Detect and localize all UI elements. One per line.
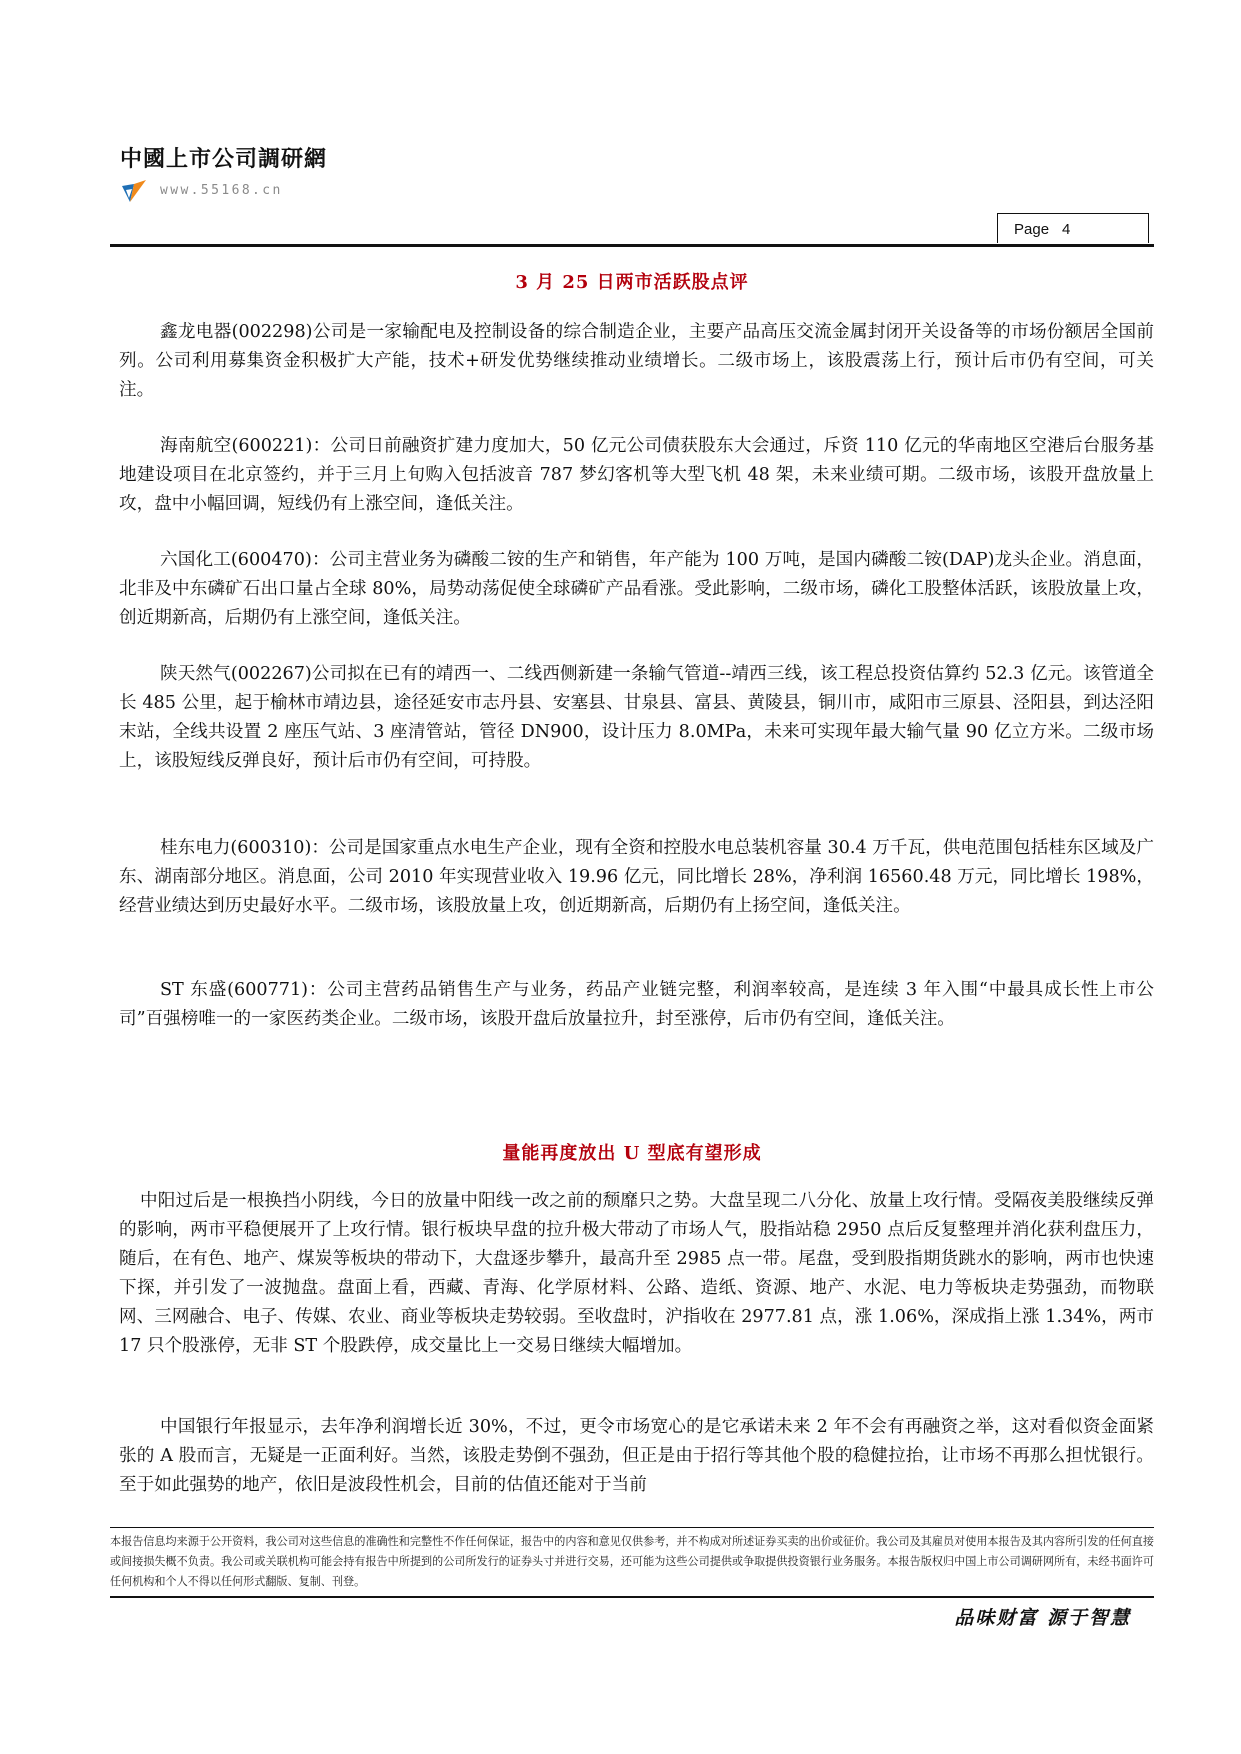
footer-slogan: 品味财富 源于智慧 [954, 1607, 1131, 1629]
paragraph-stock-5: 桂东电力(600310)：公司是国家重点水电生产企业，现有全资和控股水电总装机容量 30.4 万千瓦，供电范围包括桂东区域及广东、湖南部分地区。消息面，公司 2010 年实现营业收入 19.96 亿元，同比增长 28%，净利润 16560.48 万元，同比增长 198%，经营业绩达到历史最好水平。二级市场，该股放量上攻，创近期新高，后期仍有上扬空间，逢低关注。 [119, 838, 1154, 916]
paragraph-stock-2: 海南航空(600221)：公司日前融资扩建力度加大，50 亿元公司债获股东大会通过，斥资 110 亿元的华南地区空港后台服务基地建设项目在北京签约，并于三月上旬购入包括波音 787 梦幻客机等大型飞机 48 架，未来业绩可期。二级市场，该股开盘放量上攻，盘中小幅回调，短线仍有上涨空间，逢低关注。 [119, 436, 1154, 514]
paragraph-stock-4: 陕天然气(002267)公司拟在已有的靖西一、二线西侧新建一条输气管道--靖西三线，该工程总投资估算约 52.3 亿元。该管道全长 485 公里，起于榆林市靖边县，途径延安市志丹县、安塞县、甘泉县、富县、黄陵县，铜川市，咸阳市三原县、泾阳县，到达泾阳末站，全线共设置 2 座压气站、3 座清管站，管径 DN900，设计压力 8.0MPa，未来可实现年最大输气量 90 亿立方米。二级市场上，该股短线反弹良好，预计后市仍有空间，可持股。 [119, 664, 1154, 771]
disclaimer: 本报告信息均来源于公开资料，我公司对这些信息的准确性和完整性不作任何保证，报告中的内容和意见仅供参考，并不构成对所述证券买卖的出价或征价。我公司及其雇员对使用本报告及其内容所引发的任何直接或间接损失概不负责。我公司或关联机构可能会持有报告中所提到的公司所发行的证券头寸并进行交易，还可能为这些公司提供或争取提供投资银行业务服务。本报告版权归中国上市公司调研网所有，未经书面许可任何机构和个人不得以任何形式翻版、复制、刊登。 [110, 1535, 1154, 1588]
paragraph-market-1: 中阳过后是一根换挡小阴线，今日的放量中阳线一改之前的颓靡只之势。大盘呈现二八分化、放量上攻行情。受隔夜美股继续反弹的影响，两市平稳便展开了上攻行情。银行板块早盘的拉升极大带动了市场人气，股指站稳 2950 点后反复整理并消化获利盘压力，随后，在有色、地产、煤炭等板块的带动下，大盘逐步攀升，最高升至 2985 点一带。尾盘，受到股指期货跳水的影响，两市也快速下探，并引发了一波抛盘。盘面上看，西藏、青海、化学原材料、公路、造纸、资源、地产、水泥、电力等板块走势强劲，而物联网、三网融合、电子、传媒、农业、商业等板块走势较弱。至收盘时，沪指收在 2977.81 点，涨 1.06%，深成指上涨 1.34%，两市 17 只个股涨停，无非 ST 个股跌停，成交量比上一交易日继续大幅增加。 [119, 1191, 1154, 1356]
page-indicator [997, 213, 1149, 243]
paragraph-stock-1: 鑫龙电器(002298)公司是一家输配电及控制设备的综合制造企业，主要产品高压交流金属封闭开关设备等的市场份额居全国前列。公司利用募集资金积极扩大产能，技术+研发优势继续推动业绩增长。二级市场上，该股震荡上行，预计后市仍有空间，可关注。 [119, 322, 1154, 400]
section-title-active-stocks: 3 月 25 日两市活跃股点评 [515, 272, 749, 293]
footer-divider-bottom [110, 1596, 1154, 1598]
logo-subline [120, 180, 360, 204]
paragraph-stock-6: ST 东盛(600771)：公司主营药品销售生产与业务，药品产业链完整，利润率较高，是连续 3 年入围“中最具成长性上市公司”百强榜唯一的一家医药类企业。二级市场，该股开盘后放量拉升，封至涨停，后市仍有空间，逢低关注。 [119, 980, 1154, 1029]
site-logo [120, 142, 328, 198]
header-divider [110, 244, 1154, 247]
logo-mark-icon [120, 180, 148, 204]
logo-title: 中國上市公司調研網 [120, 147, 328, 172]
section-title-market-review: 量能再度放出 U 型底有望形成 [502, 1143, 762, 1164]
paragraph-market-2: 中国银行年报显示，去年净利润增长近 30%，不过，更令市场宽心的是它承诺未来 2 年不会有再融资之举，这对看似资金面紧张的 A 股而言，无疑是一正面利好。当然，该股走势倒不强劲，但正是由于招行等其他个股的稳健拉抬，让市场不再那么担忧银行。至于如此强势的地产，依旧是波段性机会，目前的估值还能对于当前 [119, 1417, 1154, 1495]
page-number: 4 [1062, 221, 1071, 238]
page-label: Page [1014, 221, 1050, 238]
paragraph-stock-3: 六国化工(600470)：公司主营业务为磷酸二铵的生产和销售，年产能为 100 万吨，是国内磷酸二铵(DAP)龙头企业。消息面，北非及中东磷矿石出口量占全球 80%，局势动荡促使全球磷矿产品看涨。受此影响，二级市场，磷化工股整体活跃，该股放量上攻，创近期新高，后期仍有上涨空间，逢低关注。 [119, 550, 1154, 628]
logo-url: www.55168.cn [160, 183, 283, 198]
footer-divider-top [110, 1527, 1154, 1528]
